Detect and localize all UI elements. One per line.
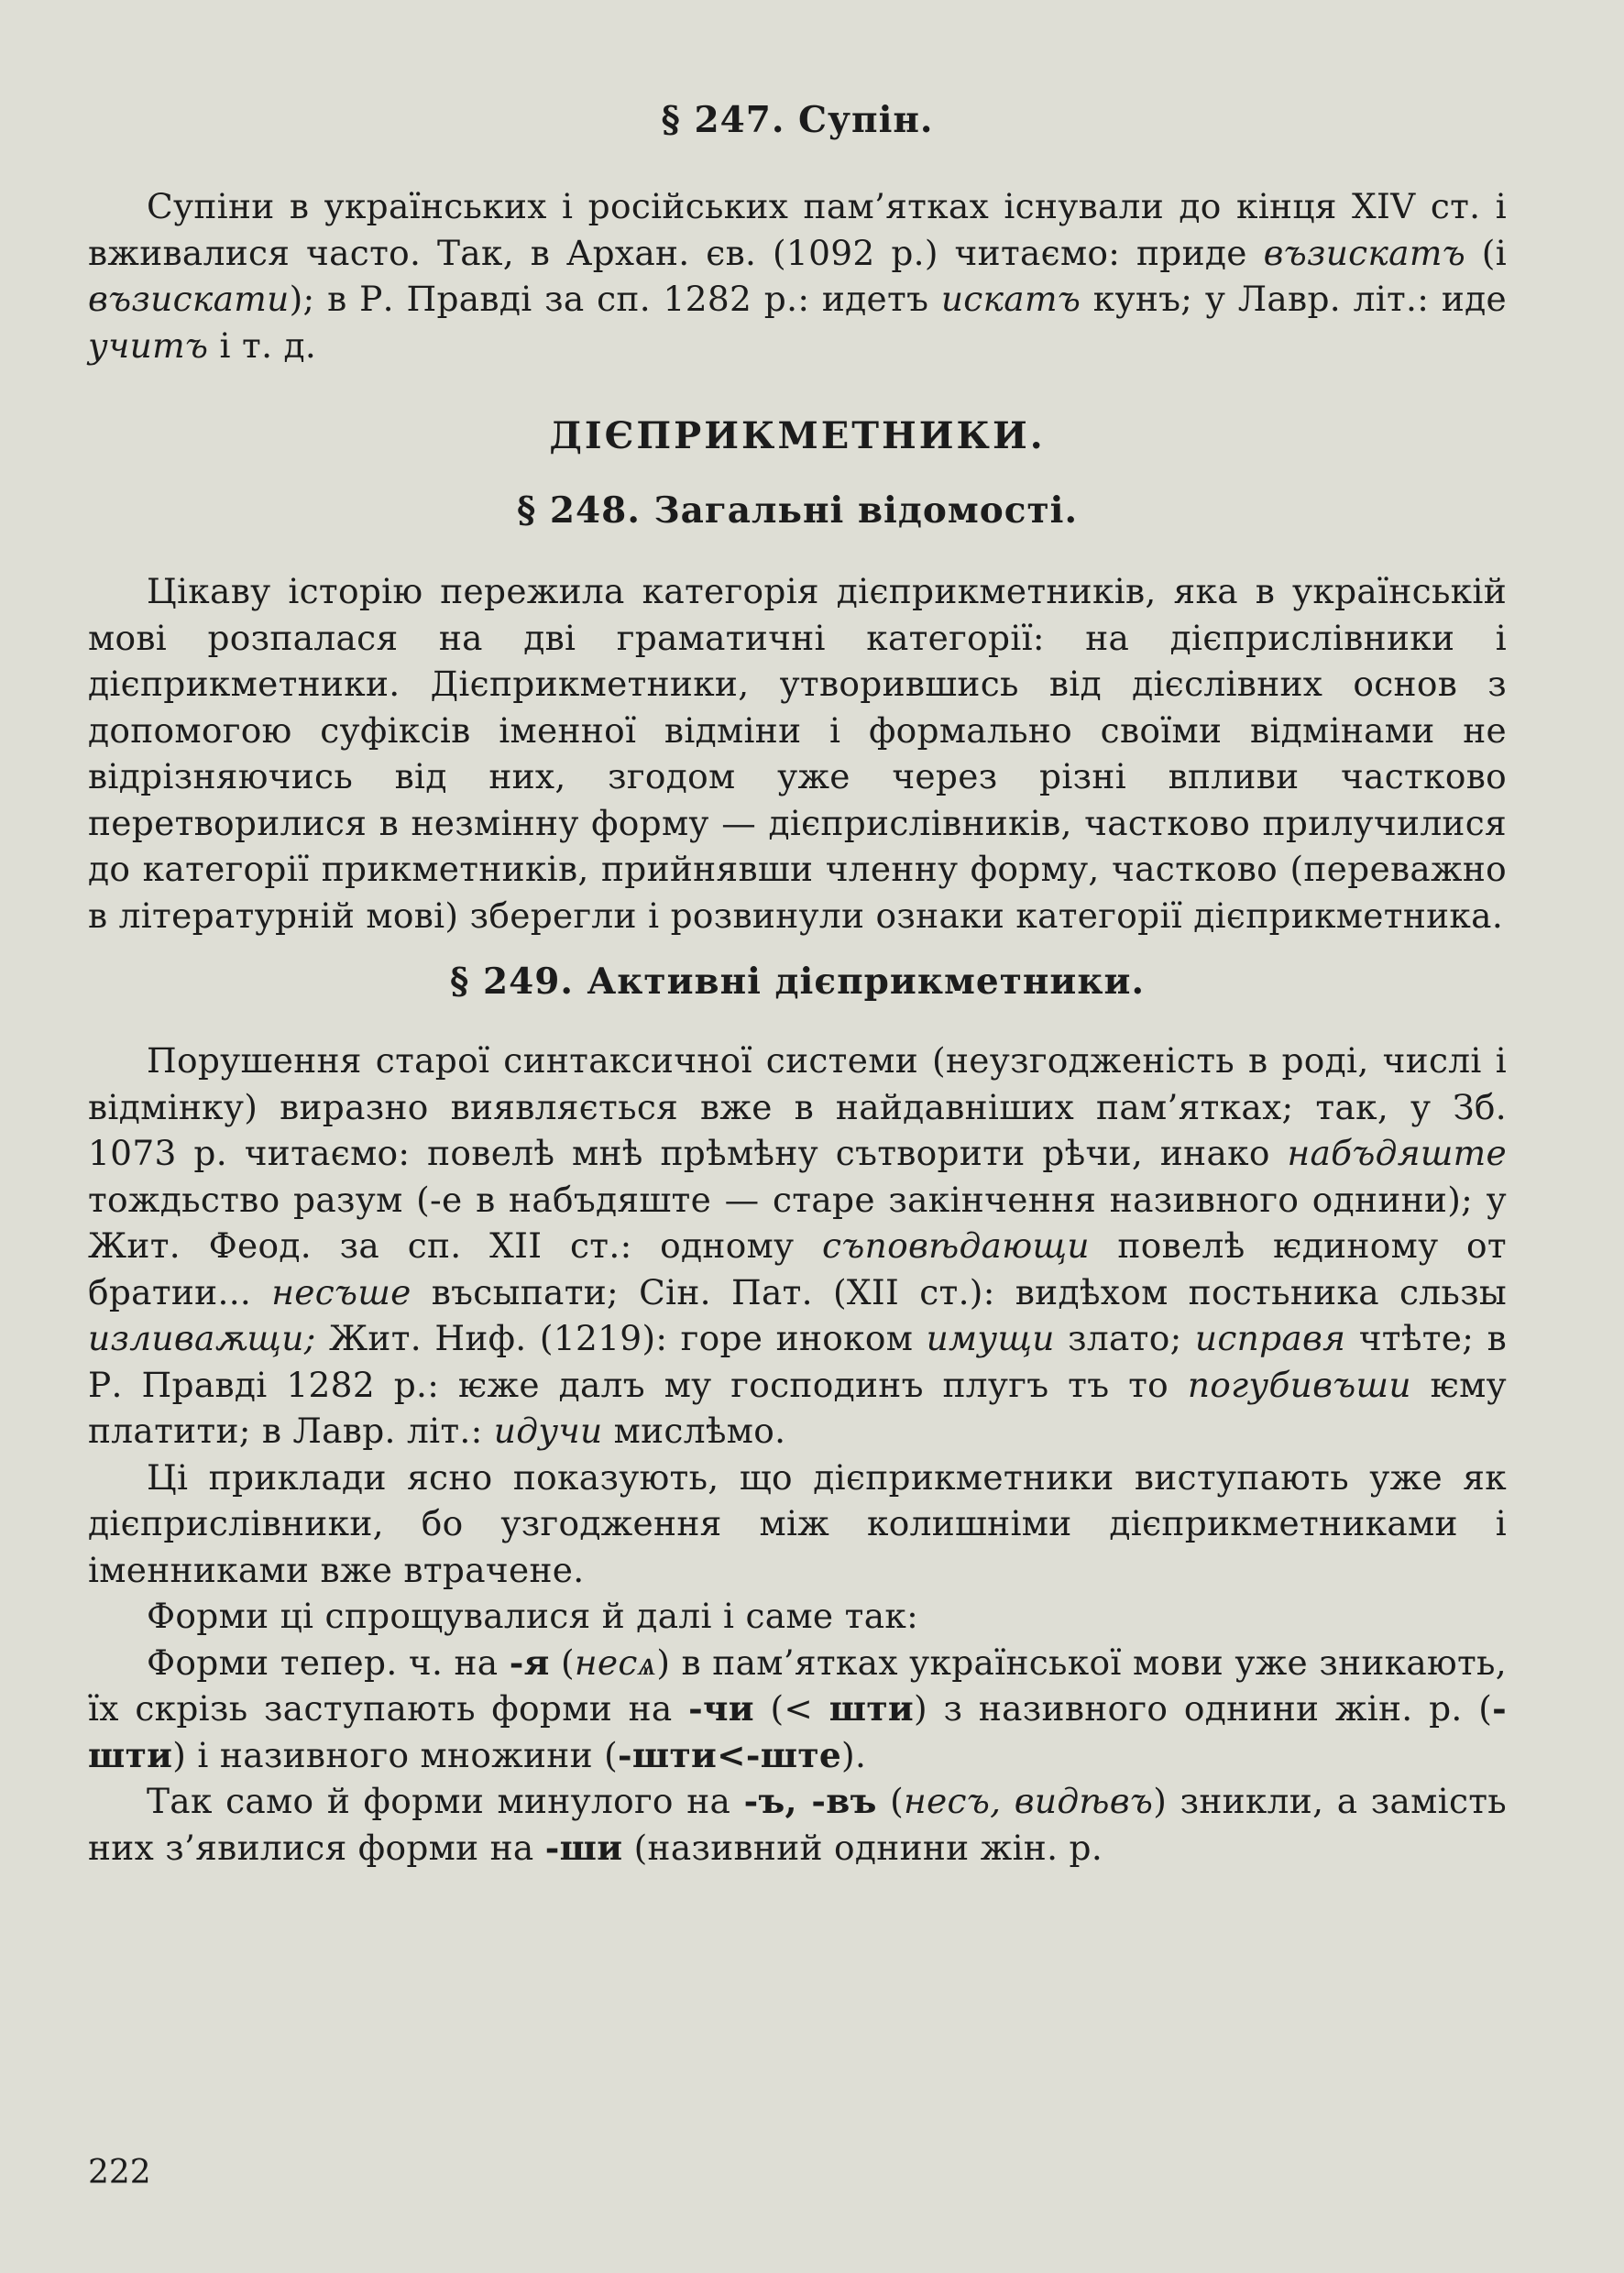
section-248-heading: § 248. Загальні відомості. [516, 489, 1079, 532]
section-249-paragraph-2: Ці приклади ясно показують, що дієприкметники виступають уже як дієприслівники, бо узгодження між колишніми дієприкметниками і іменниками вже втрачене. [88, 1456, 1507, 1590]
section-249-paragraph-1: Порушення старої синтаксичної системи (неузгодженість в роді, числі і відмінку) виразно виявляється вже в найдавніших пам’ятках; так, у Зб. 1073 р. читаємо: повелѣ мнѣ прѣмѣну сътворити рѣчи, инако набъдяште тождьство разум (-е в набъдяште — старе закінчення називного однини); у Жит. Феод. за сп. XII ст.: одному съповѣдающи повелѣ ѥдиному от братии... несъше въсыпати; Сін. Пат. (XII ст.): видѣхом постьника сльзы изливаѫщи; Жит. Ниф. (1219): горе иноком имущи злато; исправя чтѣте; в Р. Правді 1282 р.: ѥже далъ му господинъ плугъ тъ то погубивъши ѥму платити; в Лавр. літ.: идучи мислѣмо. [88, 1040, 1507, 1451]
section-248-paragraph: Цікаву історію пережила категорія дієприкметників, яка в українській мові розпалася на дві граматичні категорії: на дієприслівники і дієприкметники. Дієприкметники, утворившись від дієслівних основ з допомогою суфіксів іменної відміни і формально своїми відмінами не відрізняючись від них, згодом уже через різні впливи частково перетворилися в незмінну форму — дієприслівників, частково прилучилися до категорії прикметників, прийнявши членну форму, частково (переважно в літературній мові) зберегли і розвинули ознаки категорії дієприкметника. [88, 571, 1507, 936]
section-249-paragraph-5: Так само й форми минулого на -ъ, -въ (несъ, видѣвъ) зникли, а замість них з’явилися форми на -ши (називний однини жін. р. [88, 1781, 1508, 1868]
section-249-heading: § 249. Активні дієприкметники. [449, 961, 1146, 1003]
section-247-paragraph: Супіни в українських і російських пам’ятках існували до кінця XIV ст. і вживалися часто. Так, в Архан. єв. (1092 р.) читаємо: приде възискатъ (і възискати); в Р. Правді за сп. 1282 р.: идетъ искатъ кунъ; у Лавр. літ.: иде учитъ і т. д. [88, 186, 1507, 366]
section-249-paragraph-3: Форми ці спрощувалися й далі і саме так: [147, 1596, 919, 1636]
page-number: 222 [88, 2154, 151, 2191]
section-247-heading: § 247. Супін. [661, 99, 934, 141]
participles-group-heading: ДІЄПРИКМЕТНИКИ. [549, 414, 1046, 457]
section-249-paragraph-4: Форми тепер. ч. на -я (несѧ) в пам’ятках української мови уже зникають, їх скрізь заступають форми на -чи (< шти) з називного однини жін. р. (-шти) і називного множини (-шти<-ште). [88, 1642, 1507, 1775]
